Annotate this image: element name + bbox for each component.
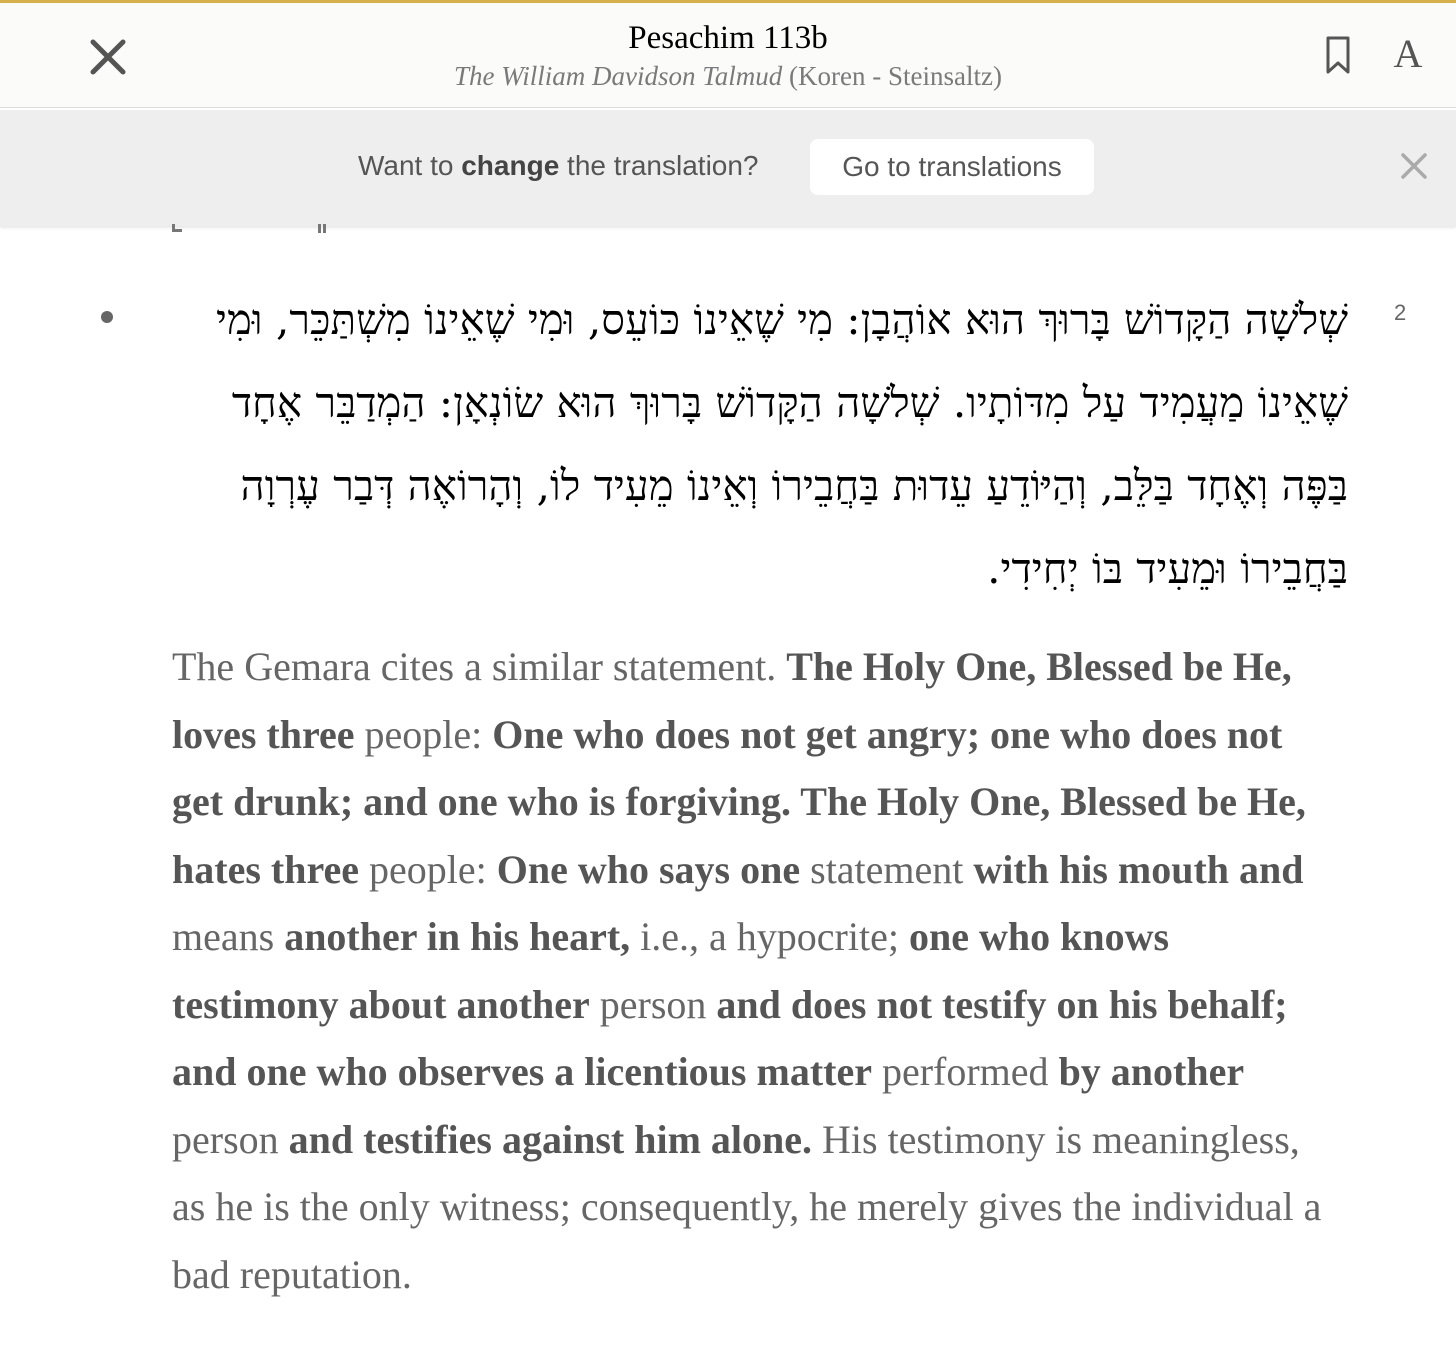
banner-close-button[interactable]: [1398, 150, 1430, 182]
translation-run: i.e., a hypocrite;: [630, 914, 909, 959]
translation-run: person: [589, 981, 717, 1027]
english-translation: [172, 633, 1337, 1308]
translation-banner: [0, 110, 1456, 226]
translation-run: The Gemara cites a similar statement.: [172, 644, 787, 689]
page-title: Pesachim 113b: [628, 20, 828, 56]
translation-bold-run: and testifies against him alone.: [288, 1116, 812, 1162]
translation-run: people:: [354, 711, 493, 757]
banner-text-prefix: Want to: [358, 150, 462, 181]
subtitle-version: The William Davidson Talmud: [454, 61, 783, 91]
page-subtitle: [0, 59, 1456, 93]
translation-run: person: [172, 1116, 289, 1162]
translation-bold-run: One who does not get angry; one who does not get drunk; and one who is forgiving. The Holy One, Blessed be He, hates three: [172, 711, 1306, 892]
banner-text-suffix: the translation?: [559, 150, 759, 181]
reader-header: [0, 0, 1456, 108]
translation-bold-run: by another: [1058, 1049, 1245, 1094]
translation-bold-run: another in his heart,: [284, 914, 631, 959]
translation-run: means: [172, 914, 285, 959]
translation-bold-run: with his mouth and: [973, 846, 1304, 892]
segment-marker-dot: [101, 311, 113, 323]
translation-bold-run: one who knows testimony about another: [172, 914, 1170, 1027]
translation-run: His testimony is meaningless, as he is the only witness; consequently, he merely gives the individual a bad reputation.: [172, 1116, 1322, 1297]
banner-message: [358, 146, 759, 186]
bookmark-icon: [1322, 35, 1354, 75]
translation-run: statement: [800, 846, 974, 892]
bookmark-button[interactable]: [1322, 35, 1354, 75]
hebrew-text: שְׁלֹשָׁה הַקָּדוֹשׁ בָּרוּךְ הוּא אוֹהֲבָן: מִי שֶׁאֵינוֹ כּוֹעֵס, וּמִי שֶׁאֵינוֹ מִשְׁתַּכֵּר, וּמִי שֶׁאֵינוֹ מַעֲמִיד עַל מִדּוֹתָיו. שְׁלֹשָׁה הַקָּדוֹשׁ בָּרוּךְ הוּא שׂוֹנְאָן: הַמְדַבֵּר אֶחָד בַּפֶּה וְאֶחָד בַּלֵּב, וְהַיּוֹדֵעַ עֵדוּת בַּחֲבֵירוֹ וְאֵינוֹ מֵעִיד לוֹ, וְהָרוֹאֶה דְּבַר עֶרְוָה בַּחֲבֵירוֹ וּמֵעִיד בּוֹ יְחִידִי.: [216, 295, 1348, 593]
previous-text-cutoff: [170, 224, 370, 234]
segment-number[interactable]: 2: [1394, 300, 1407, 325]
translation-bold-run: and does not testify on his behalf; and one who observes a licentious matter: [172, 981, 1288, 1094]
translation-run: performed: [871, 1049, 1059, 1094]
translation-bold-run: The Holy One, Blessed be He, loves three: [172, 644, 1292, 757]
title-block: [0, 19, 1456, 93]
subtitle-translator: (Koren - Steinsaltz): [782, 61, 1002, 91]
go-to-translations-button[interactable]: Go to translations: [810, 139, 1094, 195]
close-icon: [1398, 150, 1430, 182]
banner-text-bold: change: [461, 150, 560, 181]
translation-run: people:: [359, 846, 497, 892]
font-size-button[interactable]: [1386, 29, 1430, 79]
translation-bold-run: One who says one: [496, 846, 801, 892]
font-size-icon: A: [1393, 31, 1423, 76]
